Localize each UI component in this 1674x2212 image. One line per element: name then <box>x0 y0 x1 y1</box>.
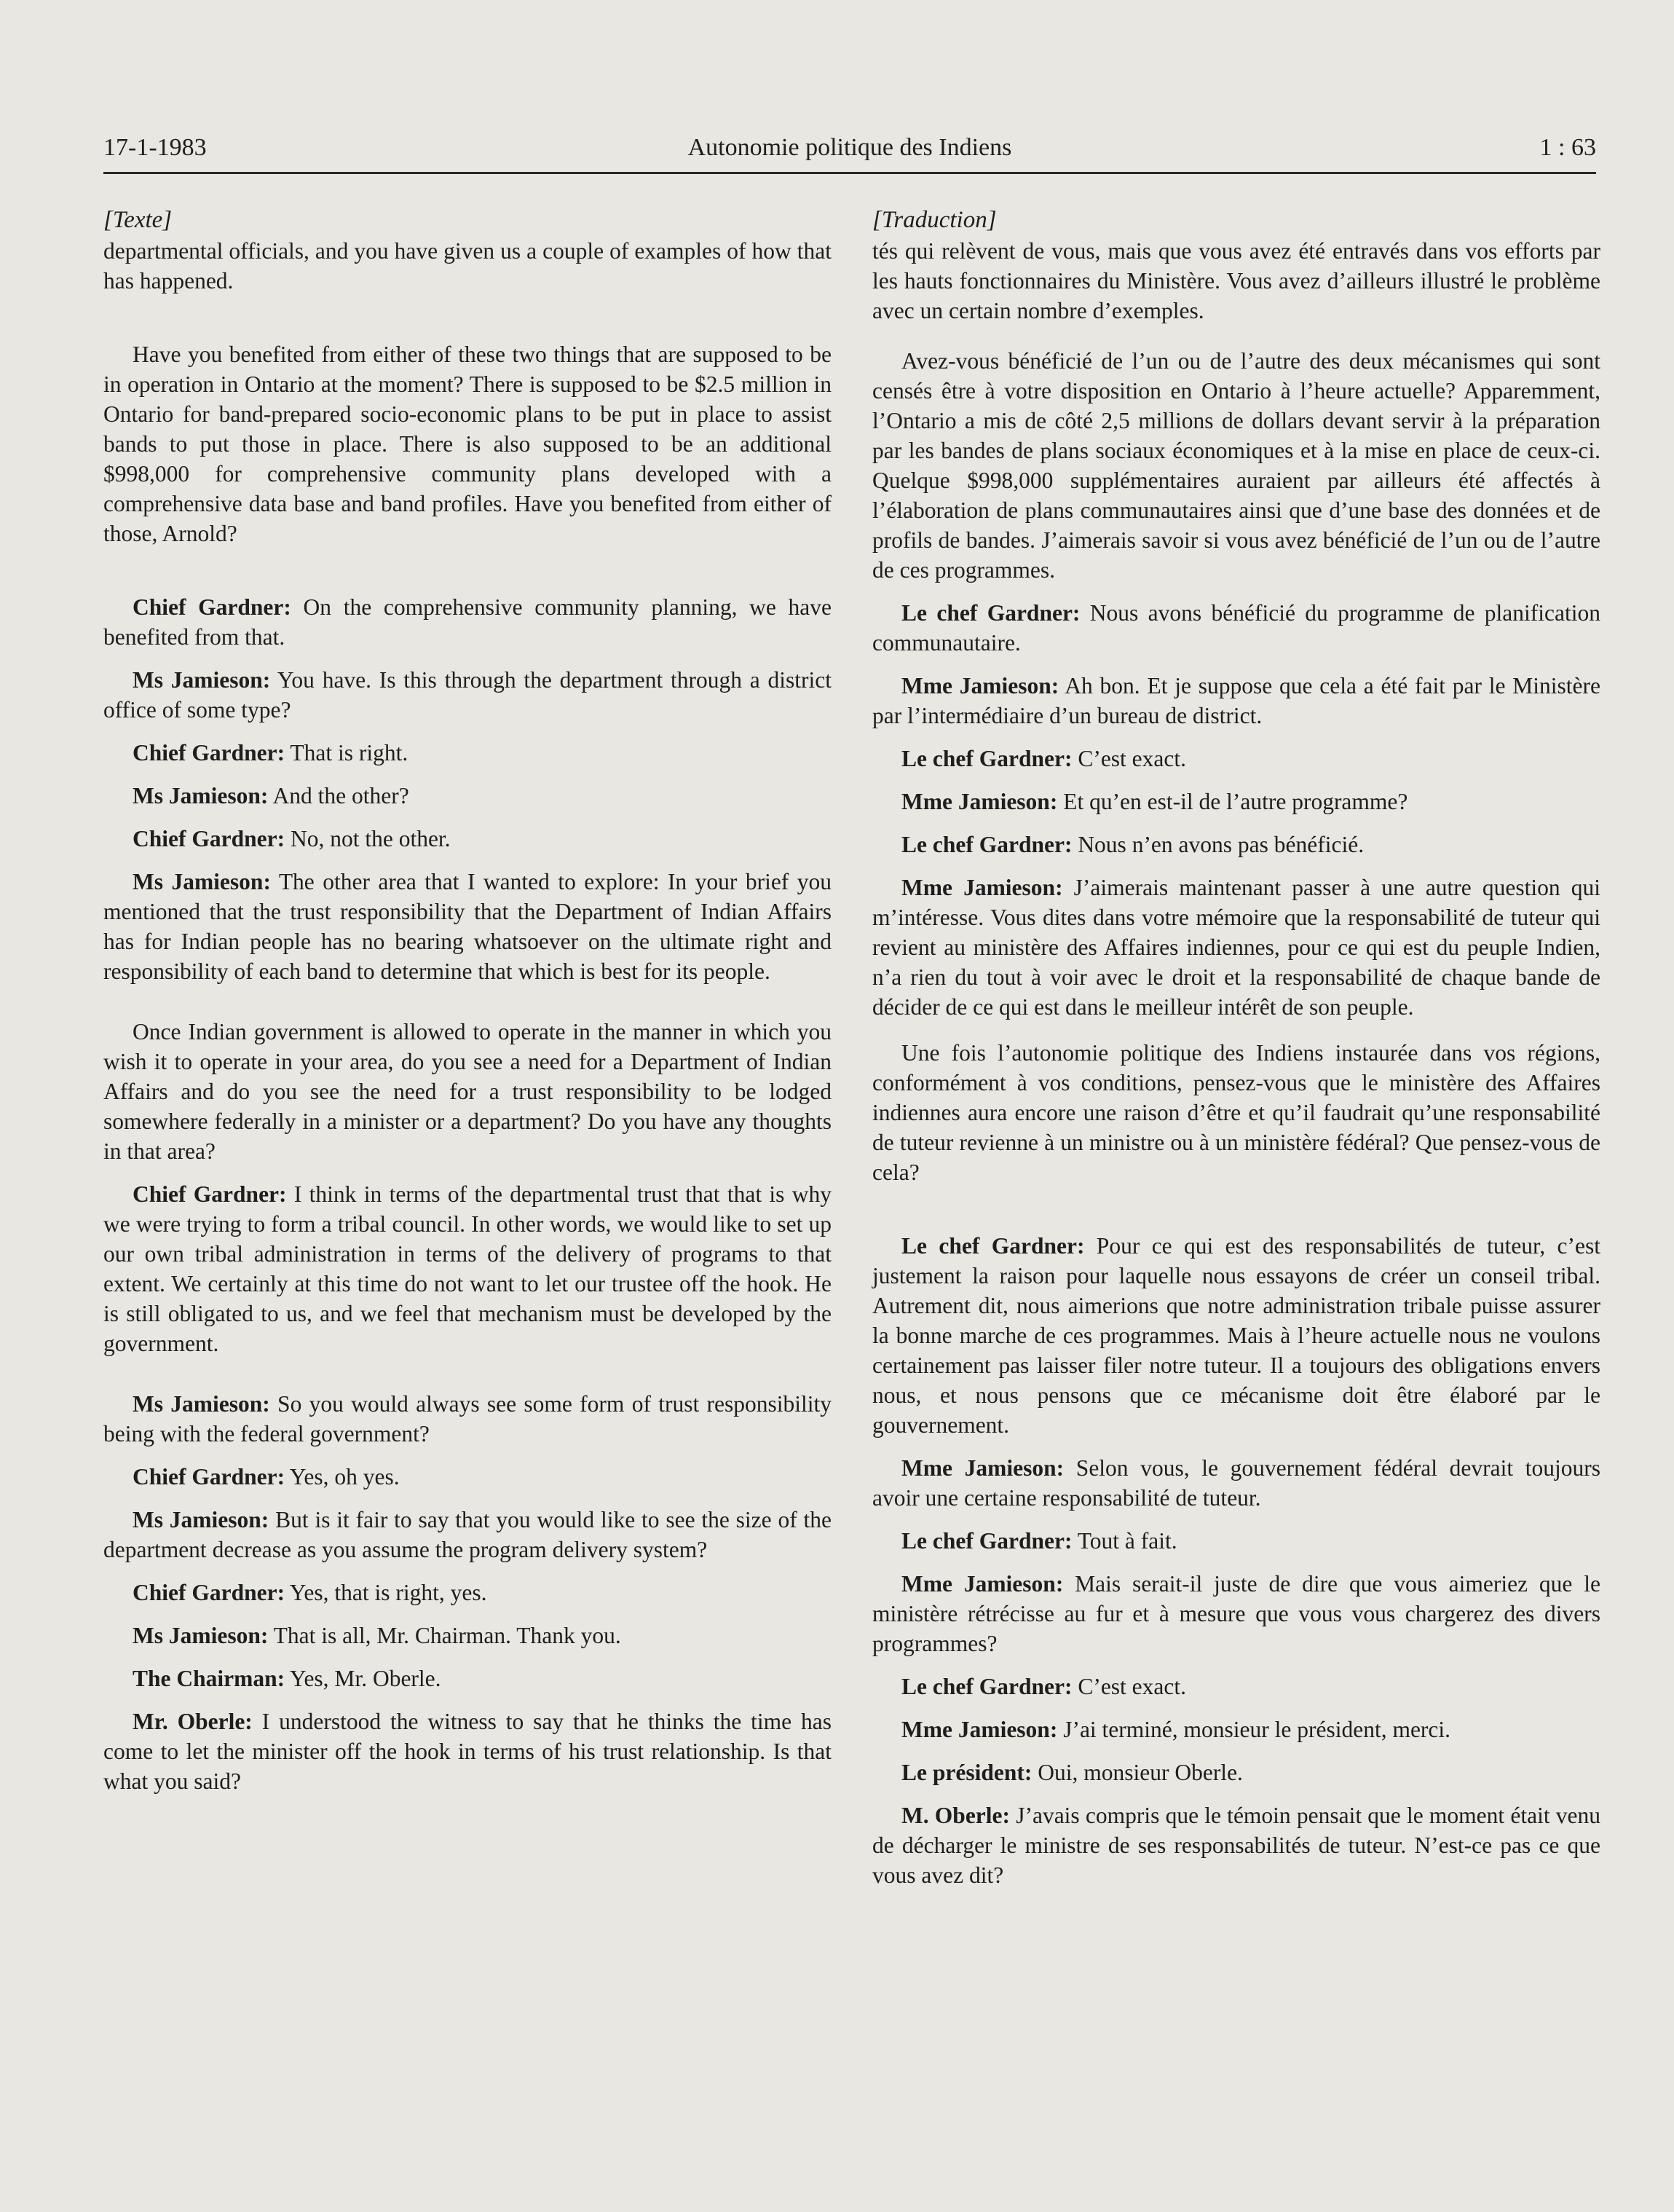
speech-paragraph: Chief Gardner: Yes, oh yes. <box>133 1464 400 1489</box>
speaker-name: The Chairman: <box>133 1666 285 1691</box>
speaker-name: Chief Gardner: <box>133 1464 285 1489</box>
speech-paragraph: Mme Jamieson: Mais serait-il juste de dire que vous aimeriez que le ministère rétrécisse au fur et à mesure que vous vous chargerez des divers programmes? <box>872 1571 1600 1656</box>
header-title: Autonomie politique des Indiens <box>687 134 1012 161</box>
speaker-name: Le chef Gardner: <box>901 600 1081 626</box>
speaker-name: Le chef Gardner: <box>901 1674 1073 1699</box>
speech-paragraph: M. Oberle: J’avais compris que le témoin pensait que le moment était venu de décharger le ministre de ses responsabilités de tuteur. N’est-ce pas ce que vous avez dit? <box>872 1803 1600 1888</box>
paragraph: departmental officials, and you have given us a couple of examples of how that has happened. <box>103 238 832 294</box>
speech-paragraph: The Chairman: Yes, Mr. Oberle. <box>133 1666 441 1691</box>
speech-paragraph: Mme Jamieson: Selon vous, le gouvernement fédéral devrait toujours avoir une certaine responsabilité de tuteur. <box>872 1455 1601 1511</box>
right-column-french <box>872 204 1600 1890</box>
speaker-name: Ms Jamieson: <box>133 1623 269 1648</box>
speech-paragraph: Mme Jamieson: J’aimerais maintenant passer à une autre question qui m’intéresse. Vous dites dans votre mémoire que la responsabilité de tuteur qui revient au ministère des Affaires indiennes, pour ce qui est du peuple Indien, n’a rien du tout à voir avec le droit et la responsabilité de chaque bande de décider de ce qui est dans le meilleur intérêt de son peuple. <box>872 875 1600 1020</box>
speaker-name: Mme Jamieson: <box>901 875 1063 900</box>
language-tag-traduction: [Traduction] <box>872 207 997 233</box>
paragraph: Once Indian government is allowed to operate in the manner in which you wish it to operate in your area, do you see a need for a Department of Indian Affairs and do you see the need for a trust responsibility to be lodged somewhere federally in a minister or a department? Do you have any thoughts in that area? <box>103 1019 832 1164</box>
speaker-name: Le chef Gardner: <box>901 832 1073 857</box>
speaker-name: Chief Gardner: <box>133 1181 287 1207</box>
speaker-name: Chief Gardner: <box>133 1580 285 1605</box>
speech-paragraph: Le chef Gardner: C’est exact. <box>901 746 1186 771</box>
speech-paragraph: Le chef Gardner: Tout à fait. <box>901 1528 1177 1554</box>
speech-paragraph: Le président: Oui, monsieur Oberle. <box>901 1760 1243 1785</box>
speaker-name: Chief Gardner: <box>133 594 291 620</box>
speaker-name: Ms Jamieson: <box>133 1391 270 1417</box>
speech-paragraph: Chief Gardner: That is right. <box>133 740 408 765</box>
speech-paragraph: Chief Gardner: Yes, that is right, yes. <box>133 1580 487 1605</box>
header-page-number: 1 : 63 <box>1539 134 1596 161</box>
speech-paragraph: Le chef Gardner: Nous n’en avons pas bénéficié. <box>901 832 1365 857</box>
speaker-name: Le chef Gardner: <box>901 1528 1073 1554</box>
speech-paragraph: Le chef Gardner: Pour ce qui est des responsabilités de tuteur, c’est justement la raison pour laquelle nous essayons de créer un conseil tribal. Autrement dit, nous aimerions que notre administration tribale puisse assurer la bonne marche de ces programmes. Mais à l’heure actuelle nous ne voulons certainement pas laisser filer notre tuteur. Il a toujours des obligations envers nous, et nous pensons que ce mécanisme doit être élaboré par le gouvernement. <box>872 1233 1601 1438</box>
speaker-name: Ms Jamieson: <box>133 869 271 894</box>
speech-paragraph: Mme Jamieson: Ah bon. Et je suppose que cela a été fait par le Ministère par l’intermédiaire d’un bureau de district. <box>872 673 1600 728</box>
speaker-name: Mme Jamieson: <box>901 673 1059 698</box>
speech-paragraph: Mr. Oberle: I understood the witness to say that he thinks the time has come to let the minister off the hook in terms of his trust relationship. Is that what you said? <box>103 1709 832 1794</box>
page-header <box>103 128 1596 174</box>
speaker-name: Mme Jamieson: <box>901 1571 1064 1597</box>
speech-paragraph: Le chef Gardner: Nous avons bénéficié du programme de planification communautaire. <box>872 600 1600 656</box>
speech-paragraph: Le chef Gardner: C’est exact. <box>901 1674 1186 1699</box>
speaker-name: Chief Gardner: <box>133 740 285 765</box>
speech-paragraph: Ms Jamieson: The other area that I wanted to explore: In your brief you mentioned that the trust responsibility that the Department of Indian Affairs has for Indian people has no bearing whatsoever on the ultimate right and responsibility of each band to determine that which is best for its people. <box>103 869 832 984</box>
speaker-name: Mme Jamieson: <box>901 1455 1065 1481</box>
speech-paragraph: Chief Gardner: I think in terms of the departmental trust that that is why we were trying to form a tribal council. In other words, we would like to set up our own tribal administration in terms of the delivery of programs to that extent. We certainly at this time do not want to let our trustee off the hook. He is still obligated to us, and we feel that mechanism must be developed by the government. <box>103 1181 832 1356</box>
speaker-name: Mme Jamieson: <box>901 789 1058 814</box>
speech-paragraph: Ms Jamieson: You have. Is this through the department through a district office of some type? <box>103 667 832 723</box>
speaker-name: Le chef Gardner: <box>901 1233 1085 1259</box>
speech-paragraph: Ms Jamieson: So you would always see some form of trust responsibility being with the federal government? <box>103 1391 832 1447</box>
speech-paragraph: Chief Gardner: No, not the other. <box>133 826 451 851</box>
speaker-name: Ms Jamieson: <box>133 1507 269 1532</box>
speaker-name: Mr. Oberle: <box>133 1709 253 1734</box>
paragraph: Une fois l’autonomie politique des Indiens instaurée dans vos régions, conformément à vos conditions, pensez-vous que le ministère des Affaires indiennes aura encore une raison d’être et qu’il faudrait qu’une responsabilité de tuteur revienne à un ministre ou à un ministère fédéral? Que pensez-vous de cela? <box>872 1040 1600 1185</box>
speech-paragraph: Mme Jamieson: J’ai terminé, monsieur le président, merci. <box>901 1717 1451 1742</box>
speaker-name: Le chef Gardner: <box>901 746 1073 771</box>
speech-paragraph: Chief Gardner: On the comprehensive community planning, we have benefited from that. <box>103 594 832 650</box>
speaker-name: Ms Jamieson: <box>133 783 269 808</box>
speech-paragraph: Mme Jamieson: Et qu’en est-il de l’autre programme? <box>901 789 1408 814</box>
language-tag-texte: [Texte] <box>103 207 173 233</box>
speech-paragraph: Ms Jamieson: That is all, Mr. Chairman. Thank you. <box>133 1623 621 1648</box>
speaker-name: Ms Jamieson: <box>133 667 271 693</box>
speaker-name: Mme Jamieson: <box>901 1717 1058 1742</box>
speech-paragraph: Ms Jamieson: But is it fair to say that you would like to see the size of the department decrease as you assume the program delivery system? <box>103 1507 832 1562</box>
paragraph: tés qui relèvent de vous, mais que vous avez été entravés dans vos efforts par les hauts fonctionnaires du Ministère. Vous avez d’ailleurs illustré le problème avec un certain nombre d’exemples. <box>872 238 1600 323</box>
speech-paragraph: Ms Jamieson: And the other? <box>133 783 409 808</box>
speaker-name: Chief Gardner: <box>133 826 285 851</box>
paragraph: Have you benefited from either of these two things that are supposed to be in operation in Ontario at the moment? There is supposed to be $2.5 million in Ontario for band-prepared socio-economic plans to be put in place to assist bands to put those in place. There is also supposed to be an additional $998,000 for comprehensive community plans developed with a comprehensive data base and band profiles. Have you benefited from either of those, Arnold? <box>103 342 832 546</box>
left-column-english <box>103 204 832 1796</box>
speaker-name: Le président: <box>901 1760 1033 1785</box>
header-date: 17-1-1983 <box>103 134 207 161</box>
speaker-name: M. Oberle: <box>901 1803 1011 1828</box>
paragraph: Avez-vous bénéficié de l’un ou de l’autre des deux mécanismes qui sont censés être à votre disposition en Ontario à l’heure actuelle? Apparemment, l’Ontario a mis de côté 2,5 millions de dollars devant servir à la préparation par les bandes de plans sociaux économiques et à la mise en place de ceux-ci. Quelque $998,000 supplémentaires auraient par ailleurs été affectés à l’élaboration de plans communautaires ainsi que d’une base des données et de profils de bandes. J’aimerais savoir si vous avez bénéficié de l’un ou de l’autre de ces programmes. <box>872 348 1600 583</box>
